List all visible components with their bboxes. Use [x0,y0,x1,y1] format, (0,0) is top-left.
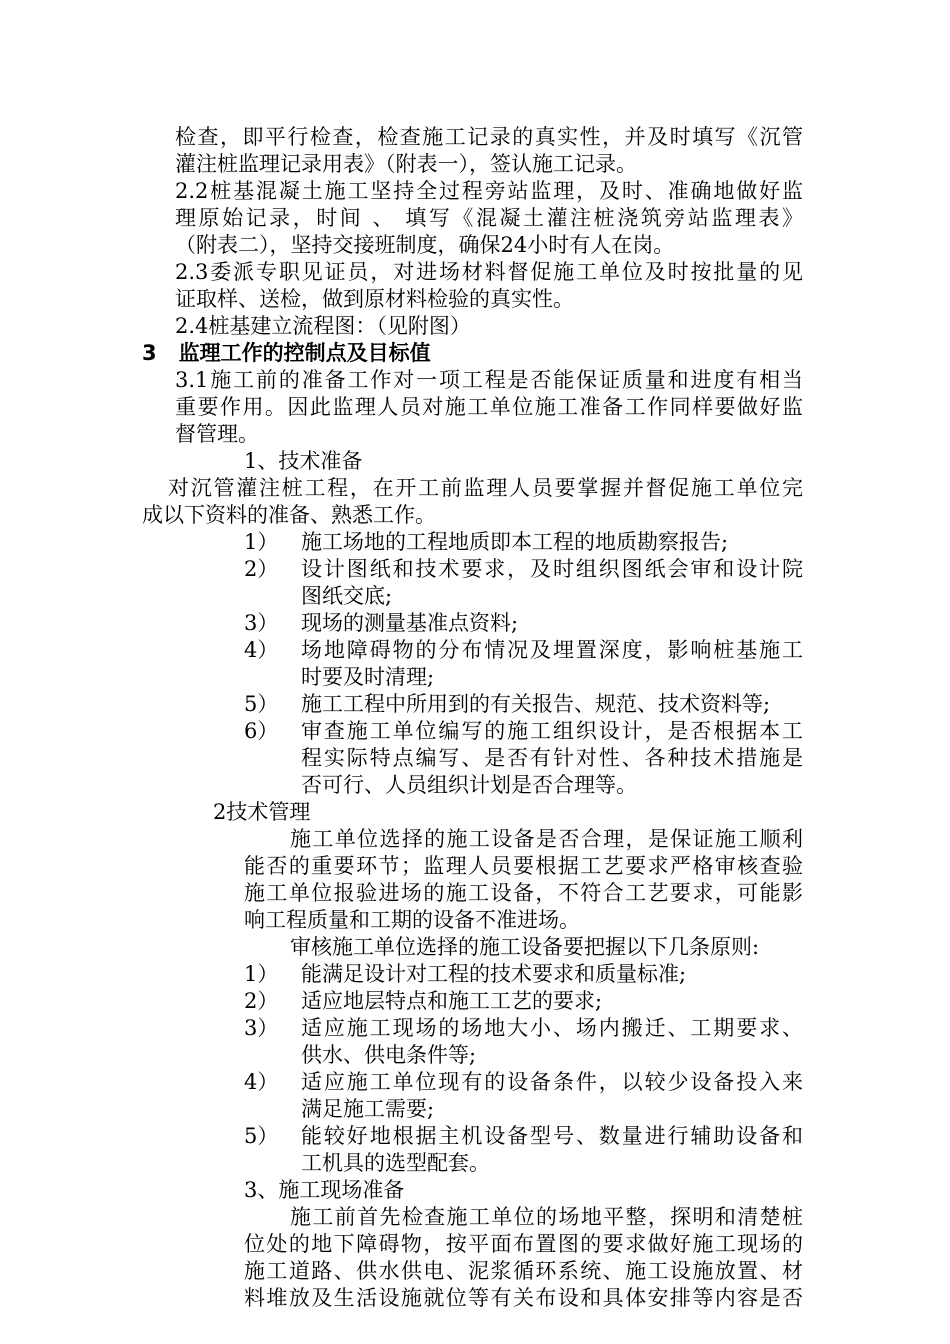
list-item: 施工场地的工程地质即本工程的地质勘察报告; [301,530,729,554]
text-line: 2.4桩基建立流程图：（见附图） [175,314,471,338]
section-title: 监理工作的控制点及目标值 [178,341,431,365]
list-number: 5） [244,1124,279,1148]
list-number: 6） [244,719,279,743]
text-line: 检查，即平行检查，检查施工记录的真实性，并及时填写《沉管 [175,125,803,149]
text-line: 位处的地下障碍物，按平面布置图的要求做好施工现场的 [244,1232,803,1256]
list-item: 现场的测量基准点资料; [301,611,519,635]
list-item: 施工工程中所用到的有关报告、规范、技术资料等; [301,692,771,716]
text-line: （附表二），坚持交接班制度，确保24小时有人在岗。 [175,233,675,257]
list-item: 能满足设计对工程的技术要求和质量标准; [301,962,687,986]
list-item: 供水、供电条件等; [301,1043,477,1067]
text-line: 能否的重要环节；监理人员要根据工艺要求严格审核查验 [244,854,803,878]
text-line: 重要作用。因此监理人员对施工单位施工准备工作同样要做好监 [175,395,803,419]
list-item: 场地障碍物的分布情况及埋置深度，影响桩基施工 [301,638,803,662]
text-line: 施工单位报验进场的施工设备，不符合工艺要求，可能影 [244,881,803,905]
list-item: 工机具的选型配套。 [301,1151,490,1175]
list-item: 适应施工单位现有的设备条件，以较少设备投入来 [301,1070,803,1094]
list-item: 审查施工单位编写的施工组织设计，是否根据本工 [301,719,803,743]
list-number: 5） [244,692,279,716]
list-number: 4） [244,1070,279,1094]
subsection-title: 2技术管理 [213,800,311,824]
text-line: 响工程质量和工期的设备不准进场。 [244,908,580,932]
text-line: 理原始记录，时间 、 填写《混凝土灌注桩浇筑旁站监理表》 [175,206,803,230]
list-item: 否可行、人员组织计划是否合理等。 [301,773,637,797]
text-line: 灌注桩监理记录用表》（附表一），签认施工记录。 [175,152,637,176]
list-item: 程实际特点编写、是否有针对性、各种技术措施是 [301,746,803,770]
list-item: 图纸交底; [301,584,393,608]
list-item: 适应地层特点和施工工艺的要求; [301,989,603,1013]
list-number: 3） [244,611,279,635]
list-number: 4） [244,638,279,662]
subsection-title: 1、技术准备 [244,449,363,473]
text-line: 施工单位选择的施工设备是否合理，是保证施工顺利 [290,827,803,851]
text-line: 督管理。 [175,422,259,446]
text-line: 审核施工单位选择的施工设备要把握以下几条原则: [290,935,760,959]
list-number: 1） [244,530,279,554]
text-line: 料堆放及生活设施就位等有关布设和具体安排等内容是否 [244,1286,803,1310]
list-number: 2） [244,989,279,1013]
section-number: 3 [142,341,157,365]
list-number: 3） [244,1016,279,1040]
list-item: 适应施工现场的场地大小、场内搬迁、工期要求、 [301,1016,803,1040]
text-line: 施工前首先检查施工单位的场地平整，探明和清楚桩 [290,1205,803,1229]
text-line: 2.3委派专职见证员，对进场材料督促施工单位及时按批量的见 [175,260,803,284]
list-number: 1） [244,962,279,986]
text-line: 3.1施工前的准备工作对一项工程是否能保证质量和进度有相当 [175,368,803,392]
text-line: 对沉管灌注桩工程，在开工前监理人员要掌握并督促施工单位完 [168,476,803,500]
list-number: 2） [244,557,279,581]
text-line: 成以下资料的准备、熟悉工作。 [142,503,436,527]
list-item: 能较好地根据主机设备型号、数量进行辅助设备和 [301,1124,803,1148]
text-line: 2.2桩基混凝土施工坚持全过程旁站监理，及时、准确地做好监 [175,179,803,203]
text-line: 证取样、送检，做到原材料检验的真实性。 [175,287,574,311]
text-line: 施工道路、供水供电、泥浆循环系统、施工设施放置、材 [244,1259,803,1283]
list-item: 时要及时清理; [301,665,435,689]
subsection-title: 3、施工现场准备 [244,1178,405,1202]
section-heading [142,340,431,367]
list-item: 设计图纸和技术要求，及时组织图纸会审和设计院 [301,557,803,581]
list-item: 满足施工需要; [301,1097,435,1121]
